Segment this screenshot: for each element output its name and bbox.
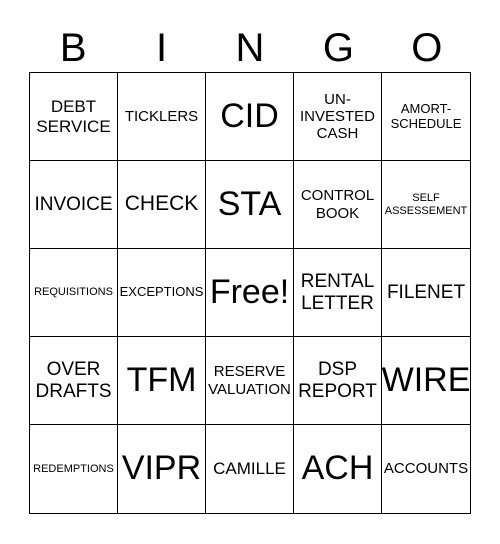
- bingo-cell-r4c5[interactable]: [382, 337, 470, 425]
- bingo-cell-r2c4[interactable]: [294, 161, 382, 249]
- bingo-cell-r1c5[interactable]: [382, 73, 470, 161]
- cell-label: AMORT- SCHEDULE: [390, 100, 462, 131]
- cell-label: ACH: [301, 449, 374, 488]
- bingo-cell-r5c1[interactable]: [30, 425, 118, 513]
- bingo-cell-r5c5[interactable]: [382, 425, 470, 513]
- bingo-cell-r3c2[interactable]: [118, 249, 206, 337]
- bingo-cell-r2c3[interactable]: [206, 161, 294, 249]
- cell-label: OVER DRAFTS: [35, 358, 112, 402]
- cell-label: ACCOUNTS: [383, 460, 469, 478]
- bingo-cell-r5c4[interactable]: [294, 425, 382, 513]
- header-letter-g: G: [322, 26, 354, 70]
- bingo-cell-r4c2[interactable]: [118, 337, 206, 425]
- header-letter-b: B: [59, 26, 87, 70]
- bingo-cell-r1c2[interactable]: [118, 73, 206, 161]
- cell-label: VIPR: [121, 449, 202, 488]
- bingo-cell-r3c3-free[interactable]: [206, 249, 294, 337]
- bingo-cell-r5c2[interactable]: [118, 425, 206, 513]
- bingo-cell-r4c1[interactable]: [30, 337, 118, 425]
- bingo-cell-r4c4[interactable]: [294, 337, 382, 425]
- cell-label: SELF ASSESSEMENT: [384, 191, 468, 217]
- bingo-cell-r4c3[interactable]: [206, 337, 294, 425]
- bingo-cell-r5c3[interactable]: [206, 425, 294, 513]
- header-letter-o: O: [411, 26, 443, 70]
- cell-label: FILENET: [386, 281, 466, 303]
- bingo-cell-r2c5[interactable]: [382, 161, 470, 249]
- bingo-header: [29, 22, 471, 74]
- cell-label: RENTAL LETTER: [300, 270, 375, 314]
- cell-label: DEBT SERVICE: [36, 96, 111, 136]
- cell-label: DSP REPORT: [298, 358, 377, 402]
- cell-label: STA: [217, 184, 282, 223]
- cell-label: UN- INVESTED CASH: [299, 90, 375, 143]
- header-letter-n: N: [235, 26, 265, 70]
- bingo-cell-r2c1[interactable]: [30, 161, 118, 249]
- bingo-cell-r2c2[interactable]: [118, 161, 206, 249]
- cell-label: INVOICE: [34, 193, 113, 215]
- bingo-cell-r1c4[interactable]: [294, 73, 382, 161]
- cell-label: RESERVE VALUATION: [208, 363, 291, 398]
- header-letter-i: I: [156, 26, 168, 70]
- cell-label: REQUISITIONS: [34, 286, 113, 299]
- cell-label: CONTROL BOOK: [300, 187, 375, 222]
- free-space-label: Free!: [209, 272, 290, 311]
- bingo-cell-r3c4[interactable]: [294, 249, 382, 337]
- bingo-cell-r3c1[interactable]: [30, 249, 118, 337]
- cell-label: TICKLERS: [124, 107, 199, 125]
- cell-label: EXCEPTIONS: [119, 284, 204, 300]
- cell-label: CHECK: [124, 192, 199, 216]
- cell-label: CID: [220, 96, 279, 135]
- cell-label: CAMILLE: [213, 459, 286, 479]
- cell-label: TFM: [126, 360, 197, 399]
- cell-label: WIRE: [382, 360, 470, 399]
- bingo-cell-r1c3[interactable]: [206, 73, 294, 161]
- cell-label: REDEMPTIONS: [33, 462, 114, 475]
- bingo-cell-r1c1[interactable]: [30, 73, 118, 161]
- bingo-board: [29, 72, 471, 514]
- bingo-cell-r3c5[interactable]: [382, 249, 470, 337]
